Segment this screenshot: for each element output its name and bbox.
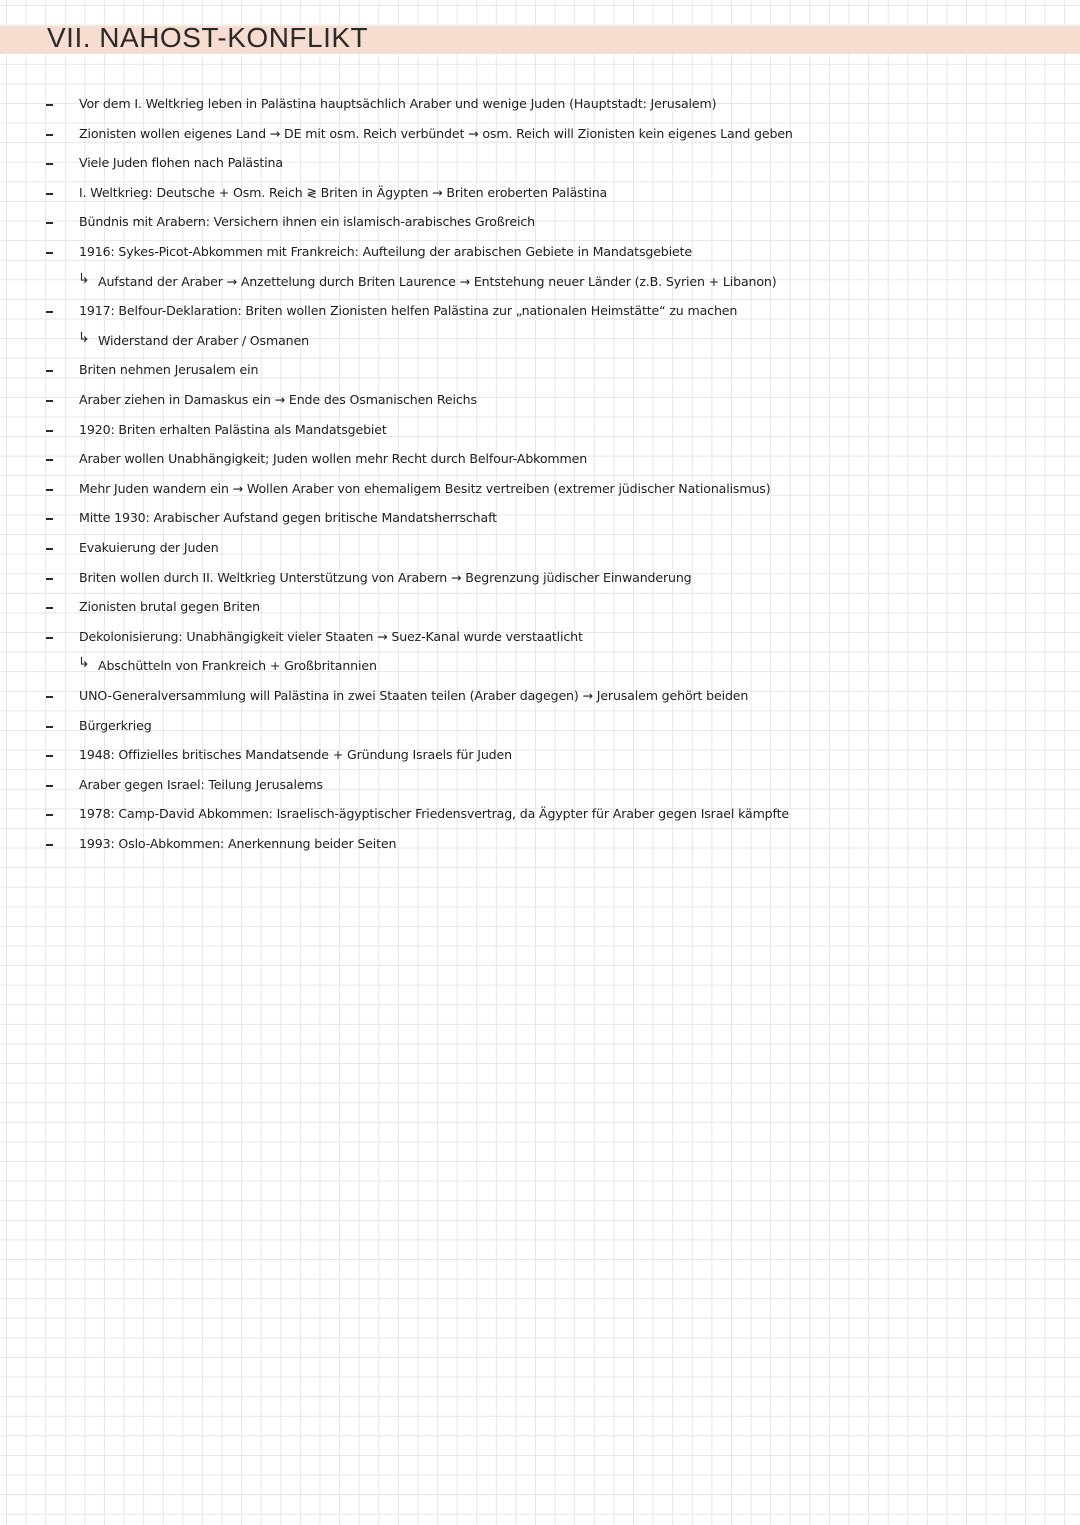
note-text: Widerstand der Araber / Osmanen [98, 332, 309, 348]
note-text: Abschütteln von Frankreich + Großbritannien [98, 658, 377, 674]
note-text: Araber gegen Israel: Teilung Jerusalems [79, 776, 323, 792]
note-line [0, 506, 1080, 532]
note-text: Viele Juden flohen nach Palästina [79, 155, 283, 171]
sub-note-line [0, 329, 1080, 355]
sub-note-line [0, 270, 1080, 296]
note-text: Zionisten brutal gegen Briten [79, 599, 260, 615]
note-line [0, 714, 1080, 740]
note-text: 1916: Sykes-Picot-Abkommen mit Frankreich: Aufteilung der arabischen Gebiete in Mandatsgebiete [79, 244, 692, 259]
dash-bullet-icon [46, 430, 53, 432]
dash-bullet-icon [46, 814, 53, 816]
note-line [0, 240, 1080, 266]
note-text: Mitte 1930: Arabischer Aufstand gegen britische Mandatsherrschaft [79, 510, 497, 526]
note-line [0, 151, 1080, 177]
note-text: Vor dem I. Weltkrieg leben in Palästina hauptsächlich Araber und wenige Juden (Hauptstadt: Jerusalem) [79, 96, 717, 111]
note-line [0, 477, 1080, 503]
note-text: Zionisten wollen eigenes Land → DE mit osm. Reich verbündet → osm. Reich will Zionisten kein eigenes Land geben [79, 125, 793, 141]
dash-bullet-icon [46, 578, 53, 580]
dash-bullet-icon [46, 134, 53, 136]
dash-bullet-icon [46, 696, 53, 698]
dash-bullet-icon [46, 400, 53, 402]
note-text: 1948: Offizielles britisches Mandatsende + Gründung Israels für Juden [79, 747, 512, 763]
sub-note-line [0, 654, 1080, 680]
dash-bullet-icon [46, 607, 53, 609]
dash-bullet-icon [46, 222, 53, 224]
dash-bullet-icon [46, 193, 53, 195]
hook-arrow-icon: ↳ [78, 655, 90, 672]
note-line [0, 418, 1080, 444]
note-line [0, 832, 1080, 858]
note-text: Araber wollen Unabhängigkeit; Juden wollen mehr Recht durch Belfour-Abkommen [79, 451, 588, 467]
dash-bullet-icon [46, 163, 53, 165]
note-text: Briten nehmen Jerusalem ein [79, 362, 259, 378]
note-text: Bürgerkrieg [79, 717, 152, 733]
note-line [0, 388, 1080, 414]
dash-bullet-icon [46, 785, 53, 787]
note-text: Araber ziehen in Damaskus ein → Ende des Osmanischen Reichs [79, 392, 477, 407]
note-line [0, 536, 1080, 562]
dash-bullet-icon [46, 726, 53, 728]
note-line [0, 684, 1080, 710]
note-text: Aufstand der Araber → Anzettelung durch Briten Laurence → Entstehung neuer Länder (z.B. Syrien + Libanon) [98, 273, 777, 289]
note-line [0, 210, 1080, 236]
dash-bullet-icon [46, 755, 53, 757]
note-text: Dekolonisierung: Unabhängigkeit vieler Staaten → Suez-Kanal wurde verstaatlicht [79, 628, 583, 644]
dash-bullet-icon [46, 844, 53, 846]
note-text: UNO-Generalversammlung will Palästina in zwei Staaten teilen (Araber dagegen) → Jerusalem gehört beiden [79, 688, 749, 703]
note-line [0, 181, 1080, 207]
note-text: 1920: Briten erhalten Palästina als Mandatsgebiet [79, 421, 387, 437]
note-line [0, 566, 1080, 592]
note-text: 1978: Camp-David Abkommen: Israelisch-ägyptischer Friedensvertrag, da Ägypter für Araber gegen Israel kämpfte [79, 806, 789, 822]
note-text: Mehr Juden wandern ein → Wollen Araber von ehemaligem Besitz vertreiben (extremer jüdischer Nationalismus) [79, 480, 771, 496]
note-line [0, 743, 1080, 769]
dash-bullet-icon [46, 459, 53, 461]
note-line [0, 595, 1080, 621]
note-text: I. Weltkrieg: Deutsche + Osm. Reich ≷ Briten in Ägypten → Briten eroberten Palästina [79, 184, 608, 200]
note-line [0, 447, 1080, 473]
note-line [0, 358, 1080, 384]
dash-bullet-icon [46, 637, 53, 639]
note-line [0, 625, 1080, 651]
dash-bullet-icon [46, 252, 53, 254]
note-line [0, 773, 1080, 799]
note-text: Bündnis mit Arabern: Versichern ihnen ein islamisch-arabisches Großreich [79, 214, 535, 230]
page-title: VII. NAHOST-KONFLIKT [47, 22, 369, 53]
note-text: 1917: Belfour-Deklaration: Briten wollen Zionisten helfen Palästina zur „nationalen Heimstätte“ zu machen [79, 303, 738, 319]
note-text: 1993: Oslo-Abkommen: Anerkennung beider Seiten [79, 836, 397, 851]
dash-bullet-icon [46, 370, 53, 372]
note-text: Evakuierung der Juden [79, 540, 219, 555]
dash-bullet-icon [46, 311, 53, 313]
note-line [0, 122, 1080, 148]
dash-bullet-icon [46, 489, 53, 491]
dash-bullet-icon [46, 548, 53, 550]
dash-bullet-icon [46, 104, 53, 106]
note-line [0, 802, 1080, 828]
note-line [0, 299, 1080, 325]
note-text: Briten wollen durch II. Weltkrieg Unterstützung von Arabern → Begrenzung jüdischer Einwanderung [79, 569, 692, 585]
note-line [0, 92, 1080, 118]
hook-arrow-icon: ↳ [78, 270, 90, 287]
hook-arrow-icon: ↳ [78, 329, 90, 346]
dash-bullet-icon [46, 518, 53, 520]
